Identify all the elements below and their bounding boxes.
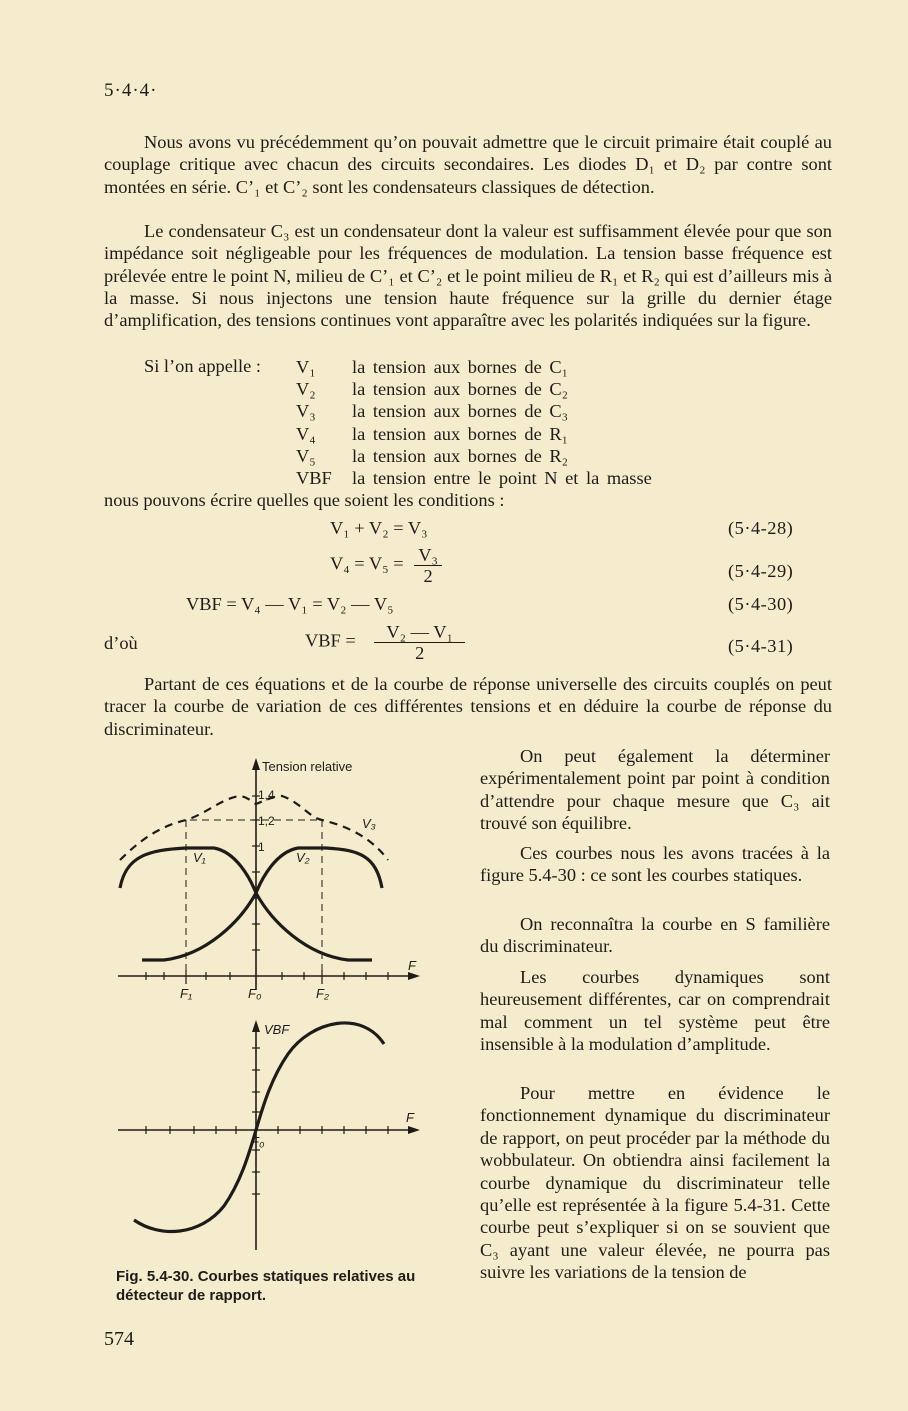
paragraph-2-text: Le condensateur C₃ est un condensateur dont la valeur est suffisamment élevée pour que son impédance soit négligeable pour les fréquences de modulation. La tension basse fréquence est prélevée entre le point N, milieu de C’₁ et C’₂ et le point milieu de R₁ et R₂ qui est d’ailleurs mis à la masse. Si nous injectons une tension haute fréquence sur la grille du dernier étage d’amplification, des tensions continues vont apparaître avec les polarités indiquées sur la figure. <box>104 221 832 331</box>
definition-symbol: V₁ <box>296 357 316 377</box>
equation-28-number: (5·4-28) <box>728 518 794 538</box>
bottom-x-label: F <box>406 1110 414 1125</box>
equation-28: V₁ + V₂ = V₃ <box>330 518 428 538</box>
top-x-arrow <box>408 972 420 980</box>
figure-caption: Fig. 5.4-30. Courbes statiques relatives au détecteur de rapport. <box>116 1268 416 1304</box>
right-paragraph-2-text: Ces courbes nous les avons tracées à la figure 5.4-30 : ce sont les courbes statiques. <box>480 843 830 886</box>
right-paragraph-4-text: Les courbes dynamiques sont heureusement différentes, car on comprendrait mal comment un tel système peut être insensible à la modulation d’amplitude. <box>480 967 830 1055</box>
dou-label: d’où <box>104 633 138 653</box>
v1-curve <box>120 848 372 960</box>
definition-text: la tension aux bornes de C₃ <box>352 401 569 422</box>
definition-symbol: V₄ <box>296 423 316 444</box>
v2-label: V₂ <box>296 850 310 865</box>
definition-text: la tension entre le point N et la masse <box>352 468 652 489</box>
conditions-sentence: nous pouvons écrire quelles que soient les conditions : <box>104 490 505 510</box>
right-paragraph-1-text: On peut également la déterminer expérimentalement point par point à condition d’attendre pour chaque mesure que C₃ ait trouvé son équilibre. <box>480 746 830 834</box>
f0-label: F₀ <box>248 986 262 1001</box>
top-x-label: F <box>408 958 416 973</box>
definition-symbol: V₂ <box>296 379 316 400</box>
tick-label-1-2: 1,2 <box>258 814 275 828</box>
page-number: 574 <box>104 1328 134 1350</box>
top-x-ticks <box>146 970 388 984</box>
bottom-x-arrow <box>408 1126 420 1134</box>
right-paragraph-3-text: On reconnaîtra la courbe en S familière du discriminateur. <box>480 914 830 957</box>
v1-label: V₁ <box>193 850 206 865</box>
fraction-numerator: V₃ <box>414 545 442 566</box>
f2-label: F₂ <box>316 986 329 1001</box>
vbf-curve <box>134 1023 384 1232</box>
definitions-lead: Si l’on appelle : <box>144 356 261 376</box>
definition-symbol: VBF <box>296 468 332 489</box>
definition-symbol: V₃ <box>296 401 316 422</box>
paragraph-3-text: Partant de ces équations et de la courbe de réponse universelle des circuits couplés on peut tracer la courbe de variation de ces différentes tensions et en déduire la courbe de réponse du discriminateur. <box>104 674 832 739</box>
equation-31-number: (5·4-31) <box>728 636 794 656</box>
definition-text: la tension aux bornes de R₂ <box>352 445 569 466</box>
equation-30: VBF = V₄ — V₁ = V₂ — V₅ <box>186 594 394 614</box>
tick-label-1: 1 <box>258 840 265 854</box>
top-y-arrow <box>252 758 260 770</box>
f1-label: F₁ <box>180 986 193 1001</box>
fraction-denominator: 2 <box>423 566 433 586</box>
definition-text: la tension aux bornes de C₂ <box>352 379 569 400</box>
definition-text: la tension aux bornes de C₁ <box>352 357 569 377</box>
equation-29-lhs: V₄ = V₅ = <box>330 553 404 574</box>
bottom-f0-label: F₀ <box>251 1134 265 1149</box>
equation-31-lhs: VBF = <box>305 630 356 651</box>
definition-symbol: V₅ <box>296 445 316 466</box>
equation-29-number: (5·4-29) <box>728 561 794 581</box>
fraction-numerator: V₂ — V₁ <box>374 622 465 643</box>
section-number: 5·4·4· <box>104 80 158 101</box>
paragraph-1-text: Nous avons vu précédemment qu’on pouvait admettre que le circuit primaire était couplé au couplage critique avec chacun des circuits secondaires. Les diodes D₁ et D₂ par contre sont montées en série. C’₁ et C’₂ sont les condensateurs classiques de détection. <box>104 132 832 197</box>
tick-label-1-4: 1,4 <box>258 788 275 802</box>
v3-label: V₃ <box>362 816 376 831</box>
right-paragraph-5-text: Pour mettre en évidence le fonctionnement dynamique du discriminateur de rapport, on peut procéder par la méthode du wobbulateur. On obtiendra ainsi facilement la courbe dynamique du discriminateur telle qu’elle est représentée à la figure 5.4-31. Cette courbe peut s’expliquer si on se souvient que C₃ ayant une valeur élevée, ne pourra pas suivre les variations de la tension de <box>480 1083 830 1283</box>
fraction-denominator: 2 <box>415 643 425 663</box>
top-y-label: Tension relative <box>262 759 353 774</box>
equation-30-number: (5·4-30) <box>728 594 794 614</box>
bottom-y-label: VBF <box>264 1022 290 1037</box>
definition-text: la tension aux bornes de R₁ <box>352 423 569 444</box>
bottom-y-arrow <box>252 1020 260 1032</box>
